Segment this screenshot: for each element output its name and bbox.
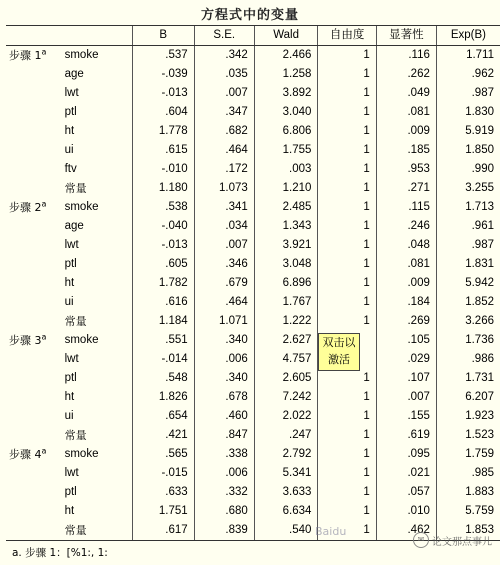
cell-expb: 1.883 (436, 483, 500, 502)
watermark-label: 论文那点事儿 (432, 536, 492, 548)
variable-name: ftv (62, 160, 133, 179)
table-row (6, 350, 500, 369)
cell-wald: 3.633 (254, 483, 318, 502)
header-blank-2 (62, 26, 133, 46)
cell-b: .605 (132, 255, 194, 274)
cell-expb: 1.852 (436, 293, 500, 312)
step-label (6, 103, 62, 122)
cell-b: .654 (132, 407, 194, 426)
cell-sig: .021 (376, 464, 436, 483)
table-row (6, 122, 500, 141)
table-row (6, 179, 500, 198)
cell-expb: 5.759 (436, 502, 500, 521)
cell-sig: .010 (376, 502, 436, 521)
cell-expb: .990 (436, 160, 500, 179)
variable-name: lwt (62, 236, 133, 255)
variable-name: ui (62, 141, 133, 160)
cell-expb: .987 (436, 236, 500, 255)
table-row (6, 293, 500, 312)
cell-wald: 2.485 (254, 198, 318, 217)
activate-tooltip[interactable] (318, 333, 360, 371)
cell-se: .007 (194, 84, 254, 103)
cell-b: .615 (132, 141, 194, 160)
cell-df: 1 (318, 312, 376, 331)
header-b: B (132, 26, 194, 46)
table-row (6, 502, 500, 521)
cell-b: .537 (132, 46, 194, 66)
cell-expb: 1.831 (436, 255, 500, 274)
table-body (6, 46, 500, 541)
cell-se: 1.071 (194, 312, 254, 331)
cell-b: -.013 (132, 84, 194, 103)
variable-name: lwt (62, 464, 133, 483)
cell-wald: 3.921 (254, 236, 318, 255)
cell-se: .839 (194, 521, 254, 541)
variable-name: 常量 (62, 521, 133, 541)
step-label (6, 141, 62, 160)
table-title: 方程式中的变量 (200, 8, 299, 23)
cell-df: 1 (318, 464, 376, 483)
variable-name: age (62, 65, 133, 84)
step-label (6, 521, 62, 541)
step-label (6, 160, 62, 179)
cell-b: .616 (132, 293, 194, 312)
wechat-watermark (413, 532, 492, 548)
table-row (6, 255, 500, 274)
tooltip-line-2: 激活 (328, 353, 350, 366)
cell-b: 1.782 (132, 274, 194, 293)
cell-wald: 1.222 (254, 312, 318, 331)
cell-wald: 1.755 (254, 141, 318, 160)
tooltip-line-1: 双击以 (322, 336, 356, 349)
cell-wald: 6.634 (254, 502, 318, 521)
cell-wald: 5.341 (254, 464, 318, 483)
step-label (6, 236, 62, 255)
variable-name: ht (62, 388, 133, 407)
step-label (6, 426, 62, 445)
table-row (6, 84, 500, 103)
cell-wald: 2.792 (254, 445, 318, 464)
table-row (6, 369, 500, 388)
cell-df: 1 (318, 521, 376, 541)
table-row (6, 160, 500, 179)
cell-wald: .247 (254, 426, 318, 445)
cell-expb: 1.711 (436, 46, 500, 66)
table-row (6, 426, 500, 445)
variable-name: lwt (62, 350, 133, 369)
cell-sig: .081 (376, 255, 436, 274)
cell-se: .340 (194, 331, 254, 350)
cell-se: .464 (194, 293, 254, 312)
cell-sig: .462 (376, 521, 436, 541)
table-row (6, 312, 500, 331)
cell-sig: .116 (376, 46, 436, 66)
step-text: 步骤 1 (9, 49, 42, 62)
header-sig: 显著性 (376, 26, 436, 46)
cell-expb: .961 (436, 217, 500, 236)
cell-sig: .048 (376, 236, 436, 255)
cell-expb: 1.923 (436, 407, 500, 426)
step-label (6, 65, 62, 84)
table-row (6, 274, 500, 293)
cell-b: -.015 (132, 464, 194, 483)
cell-se: .464 (194, 141, 254, 160)
cell-expb: 1.736 (436, 331, 500, 350)
cell-b: 1.751 (132, 502, 194, 521)
step-footnote-marker: a (41, 332, 47, 342)
table-row (6, 217, 500, 236)
cell-df: 1 (318, 103, 376, 122)
table-row (6, 236, 500, 255)
cell-sig: .057 (376, 483, 436, 502)
cell-se: .338 (194, 445, 254, 464)
cell-df: 1 (318, 293, 376, 312)
variable-name: ui (62, 407, 133, 426)
variable-name: smoke (62, 331, 133, 350)
variable-name: age (62, 217, 133, 236)
cell-sig: .095 (376, 445, 436, 464)
cell-sig: .105 (376, 331, 436, 350)
variable-name: smoke (62, 46, 133, 66)
cell-b: .551 (132, 331, 194, 350)
cell-sig: .081 (376, 103, 436, 122)
cell-se: .346 (194, 255, 254, 274)
cell-b: 1.184 (132, 312, 194, 331)
header-expb: Exp(B) (436, 26, 500, 46)
cell-wald: 3.048 (254, 255, 318, 274)
header-blank-1 (6, 26, 62, 46)
cell-df: 1 (318, 122, 376, 141)
cell-df: 1 (318, 84, 376, 103)
step-footnote-marker: a (41, 446, 47, 456)
cell-wald: 1.767 (254, 293, 318, 312)
cell-b: .604 (132, 103, 194, 122)
cell-df: 1 (318, 445, 376, 464)
step-label (6, 274, 62, 293)
cell-b: 1.826 (132, 388, 194, 407)
cell-wald: 1.258 (254, 65, 318, 84)
cell-expb: .985 (436, 464, 500, 483)
variable-name: 常量 (62, 179, 133, 198)
table-row (6, 388, 500, 407)
cell-wald: 1.210 (254, 179, 318, 198)
variable-name: ptl (62, 369, 133, 388)
table-row (6, 331, 500, 350)
step-label (6, 293, 62, 312)
cell-sig: .184 (376, 293, 436, 312)
step-label (6, 331, 62, 350)
cell-b: 1.778 (132, 122, 194, 141)
cell-se: .006 (194, 464, 254, 483)
cell-expb: 3.266 (436, 312, 500, 331)
cell-se: .340 (194, 369, 254, 388)
step-label (6, 502, 62, 521)
table-row (6, 65, 500, 84)
cell-df: 1 (318, 426, 376, 445)
variable-name: smoke (62, 445, 133, 464)
cell-df: 1 (318, 483, 376, 502)
step-label (6, 407, 62, 426)
variable-name: ht (62, 122, 133, 141)
variable-name: ptl (62, 483, 133, 502)
step-label (6, 445, 62, 464)
step-text: 步骤 3 (9, 334, 42, 347)
cell-b: .548 (132, 369, 194, 388)
cell-wald: 4.757 (254, 350, 318, 369)
step-label (6, 312, 62, 331)
step-label (6, 84, 62, 103)
step-footnote-marker: a (41, 47, 47, 57)
cell-expb: 1.759 (436, 445, 500, 464)
cell-df: 1 (318, 407, 376, 426)
table-row (6, 483, 500, 502)
cell-expb: 1.523 (436, 426, 500, 445)
cell-se: .347 (194, 103, 254, 122)
step-label (6, 255, 62, 274)
cell-df: 1 (318, 369, 376, 388)
cell-wald: 2.022 (254, 407, 318, 426)
cell-df: 1 (318, 502, 376, 521)
step-label (6, 369, 62, 388)
table-footnote: a. 步骤 1：[%1:, 1: (12, 547, 108, 559)
cell-b: .538 (132, 198, 194, 217)
cell-b: .565 (132, 445, 194, 464)
cell-se: .332 (194, 483, 254, 502)
table-row (6, 46, 500, 66)
cell-wald: 3.892 (254, 84, 318, 103)
cell-wald: 2.466 (254, 46, 318, 66)
cell-sig: .185 (376, 141, 436, 160)
table-row (6, 141, 500, 160)
cell-sig: .246 (376, 217, 436, 236)
cell-se: .034 (194, 217, 254, 236)
cell-sig: .115 (376, 198, 436, 217)
cell-b: -.014 (132, 350, 194, 369)
cell-sig: .029 (376, 350, 436, 369)
cell-sig: .009 (376, 274, 436, 293)
cell-se: .678 (194, 388, 254, 407)
cell-wald: 7.242 (254, 388, 318, 407)
cell-expb: 1.850 (436, 141, 500, 160)
cell-expb: 5.942 (436, 274, 500, 293)
variable-name: ptl (62, 103, 133, 122)
cell-sig: .619 (376, 426, 436, 445)
cell-se: .006 (194, 350, 254, 369)
cell-sig: .007 (376, 388, 436, 407)
cell-wald: 6.806 (254, 122, 318, 141)
cell-sig: .049 (376, 84, 436, 103)
cell-wald: .003 (254, 160, 318, 179)
variables-in-equation-table[interactable] (6, 25, 500, 541)
cell-sig: .271 (376, 179, 436, 198)
cell-se: .341 (194, 198, 254, 217)
cell-df: 1 (318, 46, 376, 66)
header-df: 自由度 (318, 26, 376, 46)
step-label (6, 46, 62, 66)
table-row (6, 198, 500, 217)
cell-expb: 3.255 (436, 179, 500, 198)
cell-wald: 2.605 (254, 369, 318, 388)
cell-se: .680 (194, 502, 254, 521)
cell-b: .633 (132, 483, 194, 502)
cell-sig: .155 (376, 407, 436, 426)
table-row (6, 103, 500, 122)
step-footnote-marker: a (41, 199, 47, 209)
cell-expb: 1.713 (436, 198, 500, 217)
variable-name: lwt (62, 84, 133, 103)
cell-df: 1 (318, 179, 376, 198)
cell-df: 1 (318, 198, 376, 217)
cell-b: -.040 (132, 217, 194, 236)
table-row (6, 464, 500, 483)
cell-se: .682 (194, 122, 254, 141)
cell-b: -.013 (132, 236, 194, 255)
cell-b: 1.180 (132, 179, 194, 198)
cell-sig: .009 (376, 122, 436, 141)
cell-df: 1 (318, 255, 376, 274)
cell-wald: 6.896 (254, 274, 318, 293)
cell-expb: 6.207 (436, 388, 500, 407)
cell-df: 1 (318, 388, 376, 407)
table-row (6, 407, 500, 426)
cell-sig: .269 (376, 312, 436, 331)
cell-df: 1 (318, 141, 376, 160)
step-label (6, 350, 62, 369)
cell-wald: 3.040 (254, 103, 318, 122)
wechat-logo-icon: ✉ (413, 532, 429, 548)
cell-expb: 1.853 (436, 521, 500, 541)
header-wald: Wald (254, 26, 318, 46)
variable-name: ht (62, 274, 133, 293)
variable-name: ht (62, 502, 133, 521)
variable-name: smoke (62, 198, 133, 217)
cell-b: .617 (132, 521, 194, 541)
cell-se: 1.073 (194, 179, 254, 198)
cell-b: .421 (132, 426, 194, 445)
cell-expb: 1.830 (436, 103, 500, 122)
cell-df: 1 (318, 65, 376, 84)
cell-se: .847 (194, 426, 254, 445)
cell-df: 1 (318, 217, 376, 236)
cell-se: .679 (194, 274, 254, 293)
cell-wald: 1.343 (254, 217, 318, 236)
cell-sig: .107 (376, 369, 436, 388)
cell-expb: 5.919 (436, 122, 500, 141)
cell-b: -.039 (132, 65, 194, 84)
cell-expb: .962 (436, 65, 500, 84)
variable-name: ui (62, 293, 133, 312)
cell-df: 1 (318, 160, 376, 179)
step-label (6, 483, 62, 502)
cell-expb: 1.731 (436, 369, 500, 388)
cell-sig: .953 (376, 160, 436, 179)
variable-name: 常量 (62, 426, 133, 445)
step-label (6, 179, 62, 198)
table-row (6, 445, 500, 464)
cell-expb: .987 (436, 84, 500, 103)
step-label (6, 122, 62, 141)
step-text: 步骤 2 (9, 201, 42, 214)
cell-df: 1 (318, 236, 376, 255)
cell-se: .172 (194, 160, 254, 179)
step-label (6, 464, 62, 483)
cell-df: 1 (318, 274, 376, 293)
cell-expb: .986 (436, 350, 500, 369)
cell-se: .342 (194, 46, 254, 66)
variable-name: ptl (62, 255, 133, 274)
baidu-watermark: Baidu (315, 525, 347, 538)
step-text: 步骤 4 (9, 448, 42, 461)
cell-se: .035 (194, 65, 254, 84)
variable-name: 常量 (62, 312, 133, 331)
cell-se: .460 (194, 407, 254, 426)
cell-sig: .262 (376, 65, 436, 84)
header-row (6, 26, 500, 46)
step-label (6, 198, 62, 217)
header-se: S.E. (194, 26, 254, 46)
cell-b: -.010 (132, 160, 194, 179)
cell-wald: 2.627 (254, 331, 318, 350)
step-label (6, 388, 62, 407)
step-label (6, 217, 62, 236)
cell-wald: .540 (254, 521, 318, 541)
cell-se: .007 (194, 236, 254, 255)
